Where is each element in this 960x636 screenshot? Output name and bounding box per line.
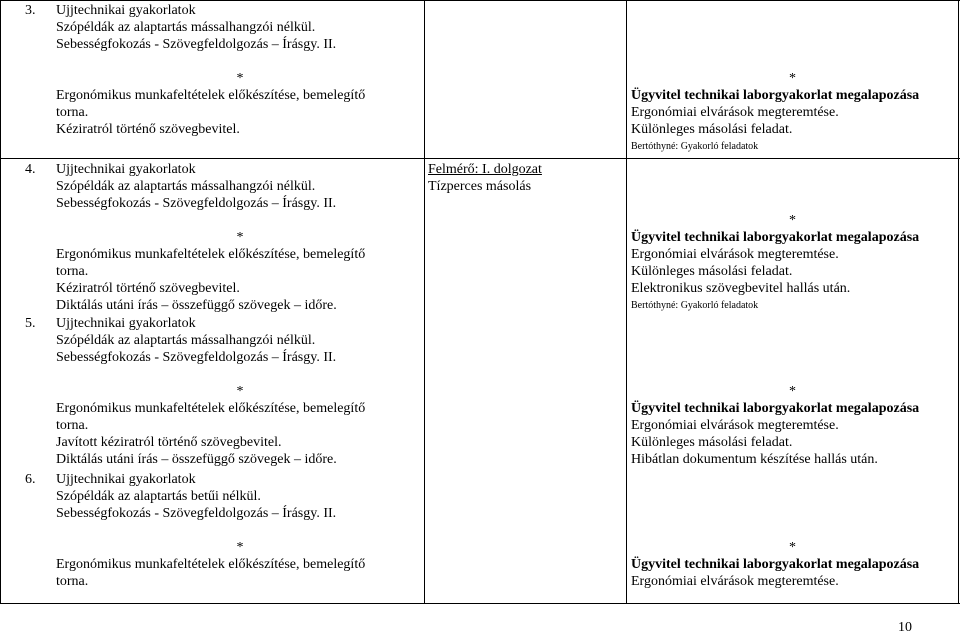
topic-line: Ergonómikus munkafeltételek előkészítése, bemelegítő [56,88,366,103]
table-left-border [0,0,1,603]
topic-line: Ujjtechnikai gyakorlatok [56,316,196,331]
practice-line: Elektronikus szövegbevitel hallás után. [631,281,851,296]
topic-line: Kéziratról történő szövegbevitel. [56,122,240,137]
practice-heading: Ügyvitel technikai laborgyakorlat megalapozása [631,88,920,103]
reference-note: Bertóthyné: Gyakorló feladatok [631,300,759,311]
topic-line: Diktálás utáni írás – összefüggő szövegek – időre. [56,298,337,313]
row-number: 4. [25,162,36,177]
table-bottom-border [0,603,960,604]
table-top-border [0,0,960,1]
practice-line: Különleges másolási feladat. [631,264,793,279]
topic-line: Szópéldák az alaptartás betűi nélkül. [56,489,261,504]
topic-line: Sebességfokozás - Szövegfeldolgozás – Írásgy. II. [56,37,337,52]
topic-line: Szópéldák az alaptartás mássalhangzói nélkül. [56,179,316,194]
topic-line: Ujjtechnikai gyakorlatok [56,162,196,177]
topic-line: torna. [56,418,89,433]
table-right-border [958,0,959,603]
row-number: 3. [25,3,36,18]
topic-line: Sebességfokozás - Szövegfeldolgozás – Írásgy. II. [56,350,337,365]
row-number: 6. [25,472,36,487]
practice-line: Különleges másolási feladat. [631,122,793,137]
separator-asterisk: * [236,384,244,399]
practice-heading: Ügyvitel technikai laborgyakorlat megalapozása [631,230,920,245]
topic-line: torna. [56,574,89,589]
topic-line: Ergonómikus munkafeltételek előkészítése, bemelegítő [56,247,366,262]
practice-heading: Ügyvitel technikai laborgyakorlat megalapozása [631,557,920,572]
separator-asterisk: * [789,213,796,228]
practice-line: Ergonómiai elvárások megteremtése. [631,418,839,433]
practice-line: Hibátlan dokumentum készítése hallás után. [631,452,878,467]
assessment-task: Tízperces másolás [428,179,532,194]
topic-line: Szópéldák az alaptartás mássalhangzói nélkül. [56,20,316,35]
separator-asterisk: * [789,71,796,86]
row-divider-3-4 [0,158,960,159]
reference-note: Bertóthyné: Gyakorló feladatok [631,141,759,152]
practice-line: Ergonómiai elvárások megteremtése. [631,247,839,262]
topic-line: Ujjtechnikai gyakorlatok [56,3,196,18]
column-divider-2 [626,0,627,603]
topic-line: Javított kéziratról történő szövegbevitel. [56,435,282,450]
row-number: 5. [25,316,36,331]
topic-line: Sebességfokozás - Szövegfeldolgozás – Írásgy. II. [56,196,337,211]
topic-line: Diktálás utáni írás – összefüggő szövegek – időre. [56,452,337,467]
page-number: 10 [898,620,912,635]
topic-line: Kéziratról történő szövegbevitel. [56,281,240,296]
separator-asterisk: * [236,71,244,86]
practice-line: Különleges másolási feladat. [631,435,793,450]
assessment-label: Felmérő: I. dolgozat [428,162,542,177]
topic-line: Ujjtechnikai gyakorlatok [56,472,196,487]
topic-line: Sebességfokozás - Szövegfeldolgozás – Írásgy. II. [56,506,337,521]
topic-line: Szópéldák az alaptartás mássalhangzói nélkül. [56,333,316,348]
separator-asterisk: * [236,540,244,555]
practice-heading: Ügyvitel technikai laborgyakorlat megalapozása [631,401,920,416]
separator-asterisk: * [789,384,796,399]
topic-line: Ergonómikus munkafeltételek előkészítése, bemelegítő [56,557,366,572]
practice-line: Ergonómiai elvárások megteremtése. [631,574,839,589]
practice-line: Ergonómiai elvárások megteremtése. [631,105,839,120]
topic-line: torna. [56,264,89,279]
separator-asterisk: * [236,230,244,245]
topic-line: torna. [56,105,89,120]
topic-line: Ergonómikus munkafeltételek előkészítése, bemelegítő [56,401,366,416]
separator-asterisk: * [789,540,796,555]
column-divider-1 [424,0,425,603]
